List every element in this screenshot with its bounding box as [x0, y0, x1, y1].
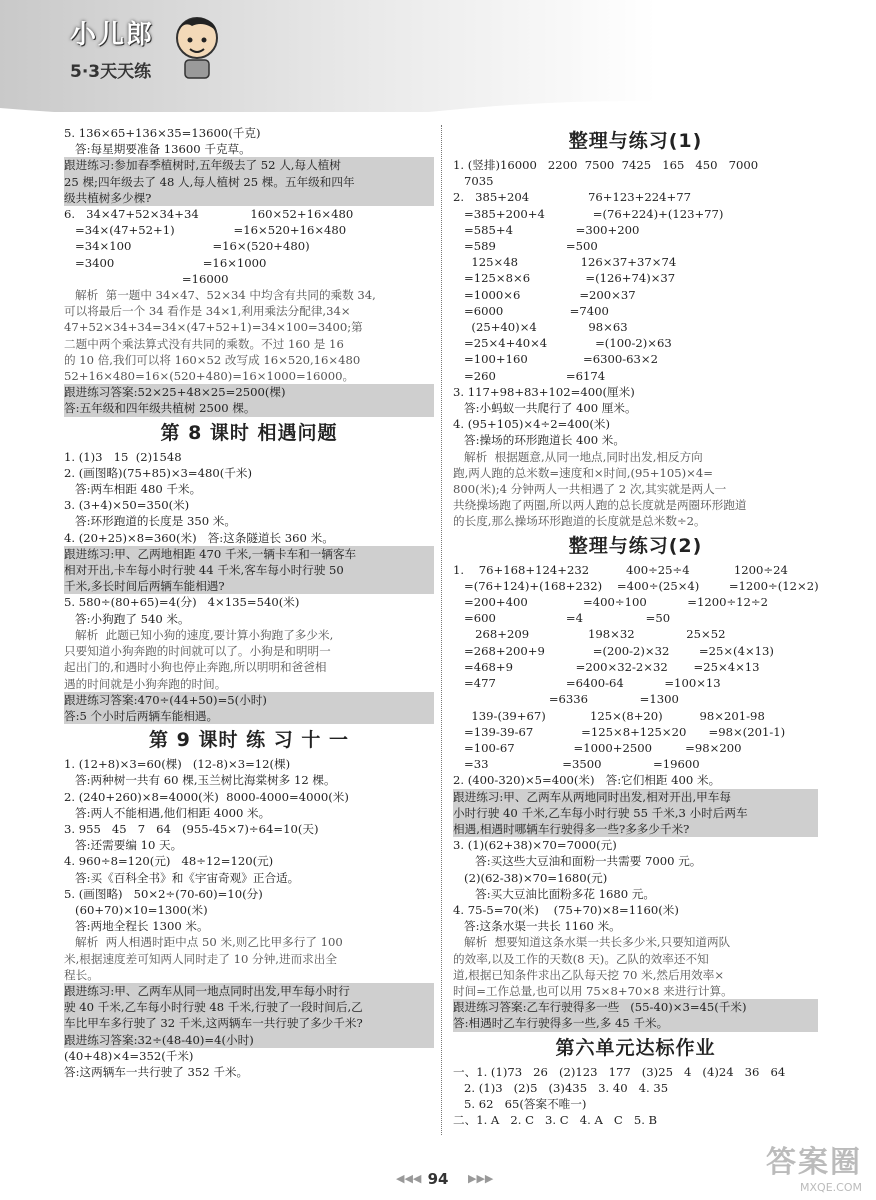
watermark-logo: 答案圈	[766, 1145, 862, 1180]
analysis-line: 起出门的,和遇时小狗也停止奔跑,所以明明和爸爸相	[64, 660, 327, 675]
answer-line: 5. (画图略) 50×2÷(70-60)=10(分)	[64, 886, 263, 901]
section-title: 第 8 课时 相遇问题	[160, 421, 338, 444]
answer-line: 5. 580÷(80+65)=4(分) 4×135=540(米)	[64, 595, 300, 610]
answer-line: 答:买大豆油比面粉多花 1680 元。	[453, 886, 656, 901]
section-title: 整理与练习(2)	[568, 534, 703, 557]
analysis-line: 解析 此题已知小狗的速度,要计算小狗跑了多少米,	[64, 627, 334, 642]
analysis-line: 遇的时间就是小狗奔跑的时间。	[64, 676, 227, 691]
answer-line: =585+4 =300+200	[453, 222, 640, 237]
answer-line: 答:这条水渠一共长 1160 米。	[453, 919, 621, 934]
page-header	[0, 0, 876, 112]
answer-line: 5. 62 65(答案不唯一)	[453, 1096, 587, 1111]
follow-up-line: 答:相遇时乙车行驶得多一些,多 45 千米。	[453, 1015, 818, 1031]
answer-line: =139-39-67 =125×8+125×20 =98×(201-1)	[453, 724, 786, 739]
answer-line: 答:这两辆车一共行驶了 352 千米。	[64, 1064, 249, 1079]
answer-line: 6. 34×47+52×34+34 160×52+16×480	[64, 207, 354, 222]
page-footer	[0, 1168, 876, 1200]
answer-line: 3. (3+4)×50=350(米)	[64, 498, 190, 513]
page-number: 94	[427, 1170, 449, 1188]
left-column	[64, 125, 434, 1080]
right-column	[453, 125, 818, 1128]
answer-line: 一、1. (1)73 26 (2)123 177 (3)25 4 (4)24 36 64	[453, 1064, 786, 1079]
answer-line: 答:两人不能相遇,他们相距 4000 米。	[64, 805, 271, 820]
analysis-line: 47+52×34+34=34×(47+52+1)=34×100=3400;第	[64, 320, 363, 335]
brand	[70, 14, 154, 82]
answer-line: 答:买《百科全书》和《宇宙奇观》正合适。	[64, 870, 300, 885]
answer-line: 答:两种树一共有 60 棵,玉兰树比海棠树多 12 棵。	[64, 773, 336, 788]
brand-name: 小儿郎	[70, 20, 155, 50]
answer-line: =34×100 =16×(520+480)	[64, 239, 310, 254]
answer-line: 1. (竖排)16000 2200 7500 7425 165 450 7000	[453, 158, 759, 172]
answer-line: 4. 960÷8=120(元) 48÷12=120(元)	[64, 854, 274, 869]
follow-up-line: 相遇,相遇时哪辆车行驶得多一些?多多少千米?	[453, 821, 818, 837]
section-title: 整理与练习(1)	[568, 130, 703, 152]
answer-line: =468+9 =200×32-2×32 =25×4×13	[453, 659, 760, 674]
answer-line: =16000	[64, 271, 229, 286]
answer-line: 答:买这些大豆油和面粉一共需要 7000 元。	[453, 854, 702, 869]
analysis-line: 的 10 倍,我们可以将 160×52 改写成 16×520,16×480	[64, 352, 361, 367]
analysis-line: 解析 两人相遇时距中点 50 米,则乙比甲多行了 100	[64, 935, 343, 950]
answer-line: 二、1. A 2. C 3. C 4. A C 5. B	[453, 1113, 658, 1128]
answer-line: 答:操场的环形跑道长 400 米。	[453, 433, 625, 448]
answer-line: =200+400 =400÷100 =1200÷12÷2	[453, 595, 769, 610]
answer-line: (60+70)×10=1300(米)	[64, 902, 208, 917]
follow-up-line: 跟进练习:甲、乙两车从同一地点同时出发,甲车每小时行	[64, 983, 434, 999]
next-arrows-icon: ▶▶▶	[468, 1172, 494, 1185]
answer-line: =268+200+9 =(200-2)×32 =25×(4×13)	[453, 643, 774, 658]
answer-line: =125×8×6 =(126+74)×37	[453, 271, 676, 286]
analysis-line: 时间=工作总量,也可以用 75×8+70×8 来进行计算。	[453, 983, 733, 998]
answer-line: 2. (1)3 (2)5 (3)435 3. 40 4. 35	[453, 1080, 669, 1095]
follow-up-line: 跟进练习:甲、乙两车从两地同时出发,相对开出,甲车每	[453, 789, 818, 805]
analysis-line: 解析 根据题意,从同一地点,同时出发,相反方向	[453, 449, 703, 464]
answer-line: 3. 117+98+83+102=400(厘米)	[453, 384, 635, 399]
follow-up-line: 跟进练习答案:乙车行驶得多一些 (55-40)×3=45(千米)	[453, 999, 818, 1015]
answer-line: 1. (12+8)×3=60(棵) (12-8)×3=12(棵)	[64, 757, 291, 772]
answer-line: =6000 =7400	[453, 303, 609, 318]
answer-line: 答:两车相距 480 千米。	[64, 482, 202, 497]
answer-line: 答:还需要编 10 天。	[64, 838, 183, 853]
answer-line: 7035	[453, 174, 494, 189]
answer-line: (40+48)×4=352(千米)	[64, 1048, 194, 1063]
follow-up-line: 小时行驶 40 千米,乙车每小时行驶 55 千米,3 小时后两车	[453, 805, 818, 821]
answer-line: 4. 75-5=70(米) (75+70)×8=1160(米)	[453, 902, 679, 917]
analysis-line: 程长。	[64, 967, 99, 982]
analysis-line: 跑,两人跑的总米数=速度和×时间,(95+105)×4=	[453, 465, 713, 480]
follow-up-line: 跟进练习:甲、乙两地相距 470 千米,一辆卡车和一辆客车	[64, 546, 434, 562]
analysis-line: 只要知道小狗奔跑的时间就可以了。小狗是和明明一	[64, 644, 331, 659]
analysis-line: 的长度,那么操场环形跑道的长度就是总米数÷2。	[453, 514, 706, 529]
answer-line: =100+160 =6300-63×2	[453, 352, 659, 367]
follow-up-line: 跟进练习答案:32÷(48-40)=4(小时)	[64, 1032, 434, 1048]
answer-line: 2. (400-320)×5=400(米) 答:它们相距 400 米。	[453, 773, 721, 788]
answer-line: 1. (1)3 15 (2)1548	[64, 449, 182, 464]
follow-up-line: 千米,多长时间后两辆车能相遇?	[64, 578, 434, 594]
answer-line: 2. 385+204 76+123+224+77	[453, 190, 691, 205]
watermark	[766, 1137, 862, 1194]
answer-line: =100-67 =1000+2500 =98×200	[453, 740, 742, 755]
answer-line: 5. 136×65+136×35=13600(千克)	[64, 126, 261, 140]
answer-line: 4. (20+25)×8=360(米) 答:这条隧道长 360 米。	[64, 530, 334, 545]
answer-line: 2. (240+260)×8=4000(米) 8000-4000=4000(米)	[64, 789, 349, 804]
follow-up-line: 级共植树多少棵?	[64, 190, 434, 206]
follow-up-line: 相对开出,卡车每小时行驶 44 千米,客车每小时行驶 50	[64, 562, 434, 578]
answer-line: 答:两地全程长 1300 米。	[64, 919, 209, 934]
brand-subtitle: 5·3天天练	[70, 62, 152, 82]
follow-up-line: 答:五年级和四年级共植树 2500 棵。	[64, 400, 434, 416]
answer-line: 答:小狗跑了 540 米。	[64, 611, 190, 626]
section-title: 第六单元达标作业	[555, 1036, 716, 1059]
analysis-line: 可以将最后一个 34 看作是 34×1,利用乘法分配律,34×	[64, 304, 351, 319]
answer-line: =600 =4 =50	[453, 611, 671, 626]
analysis-line: 800(米);4 分钟两人一共相遇了 2 次,其实就是两人一	[453, 482, 727, 497]
answer-line: 3. 955 45 7 64 (955-45×7)÷64=10(天)	[64, 821, 319, 836]
follow-up-line: 跟进练习答案:52×25+48×25=2500(棵)	[64, 384, 434, 400]
analysis-line: 解析 第一题中 34×47、52×34 中均含有共同的乘数 34,	[64, 288, 376, 303]
answer-line: =33 =3500 =19600	[453, 757, 700, 772]
follow-up-line: 跟进练习答案:470÷(44+50)=5(小时)	[64, 692, 434, 708]
answer-line: =260 =6174	[453, 368, 606, 383]
analysis-line: 解析 想要知道这条水渠一共长多少米,只要知道两队	[453, 935, 731, 950]
analysis-line: 二题中两个乘法算式没有共同的乘数。不过 160 是 16	[64, 336, 344, 351]
answer-line: =385+200+4 =(76+224)+(123+77)	[453, 206, 724, 221]
follow-up-line: 驶 40 千米,乙车每小时行驶 48 千米,行驶了一段时间后,乙	[64, 999, 434, 1015]
follow-up-line: 车比甲车多行驶了 32 千米,这两辆车一共行驶了多少千米?	[64, 1015, 434, 1031]
section-title: 第 9 课时 练 习 十 一	[149, 729, 349, 752]
answer-line: =(76+124)+(168+232) =400÷(25×4) =1200÷(12×2)	[453, 578, 819, 593]
answer-line: =477 =6400-64 =100×13	[453, 676, 721, 691]
prev-arrows-icon: ◀◀◀	[396, 1172, 422, 1185]
answer-line: (2)(62-38)×70=1680(元)	[453, 870, 608, 885]
answer-line: =3400 =16×1000	[64, 255, 267, 270]
analysis-line: 米,根据速度差可知两人同时走了 10 分钟,进而求出全	[64, 951, 337, 966]
follow-up-line: 跟进练习:参加春季植树时,五年级去了 52 人,每人植树	[64, 157, 434, 173]
mascot-icon	[170, 8, 224, 80]
answer-line: 125×48 126×37+37×74	[453, 255, 677, 270]
answer-line: =589 =500	[453, 239, 598, 254]
answer-line: 3. (1)(62+38)×70=7000(元)	[453, 838, 617, 853]
analysis-line: 共绕操场跑了两圈,所以两人跑的总长度就是两圈环形跑道	[453, 498, 747, 513]
answer-line: 4. (95+105)×4÷2=400(米)	[453, 417, 611, 432]
follow-up-line: 25 棵;四年级去了 48 人,每人植树 25 棵。五年级和四年	[64, 174, 434, 190]
answer-line: 2. (画图略)(75+85)×3=480(千米)	[64, 465, 253, 480]
answer-line: 139-(39+67) 125×(8+20) 98×201-98	[453, 708, 765, 723]
answer-line: 1. 76+168+124+232 400÷25÷4 1200÷24	[453, 562, 788, 577]
answer-line: =1000×6 =200×37	[453, 287, 636, 302]
analysis-line: 的效率,以及工作的天数(8 天)。乙队的效率还不知	[453, 951, 709, 966]
column-divider	[441, 125, 442, 1135]
analysis-line: 52+16×480=16×(520+480)=16×1000=16000。	[64, 369, 355, 384]
answer-line: (25+40)×4 98×63	[453, 320, 628, 335]
answer-line: =6336 =1300	[453, 692, 679, 707]
follow-up-line: 答:5 个小时后两辆车能相遇。	[64, 708, 434, 724]
answer-line: 答:环形跑道的长度是 350 米。	[64, 514, 236, 529]
analysis-line: 道,根据已知条件求出乙队每天挖 70 米,然后用效率×	[453, 967, 725, 982]
answer-line: =25×4+40×4 =(100-2)×63	[453, 336, 672, 351]
answer-line: 268+209 198×32 25×52	[453, 627, 726, 642]
watermark-url: MXQE.COM	[800, 1181, 862, 1194]
answer-line: 答:小蚂蚁一共爬行了 400 厘米。	[453, 401, 637, 416]
answer-line: =34×(47+52+1) =16×520+16×480	[64, 223, 347, 238]
answer-line: 答:每星期要准备 13600 千克草。	[64, 142, 251, 157]
